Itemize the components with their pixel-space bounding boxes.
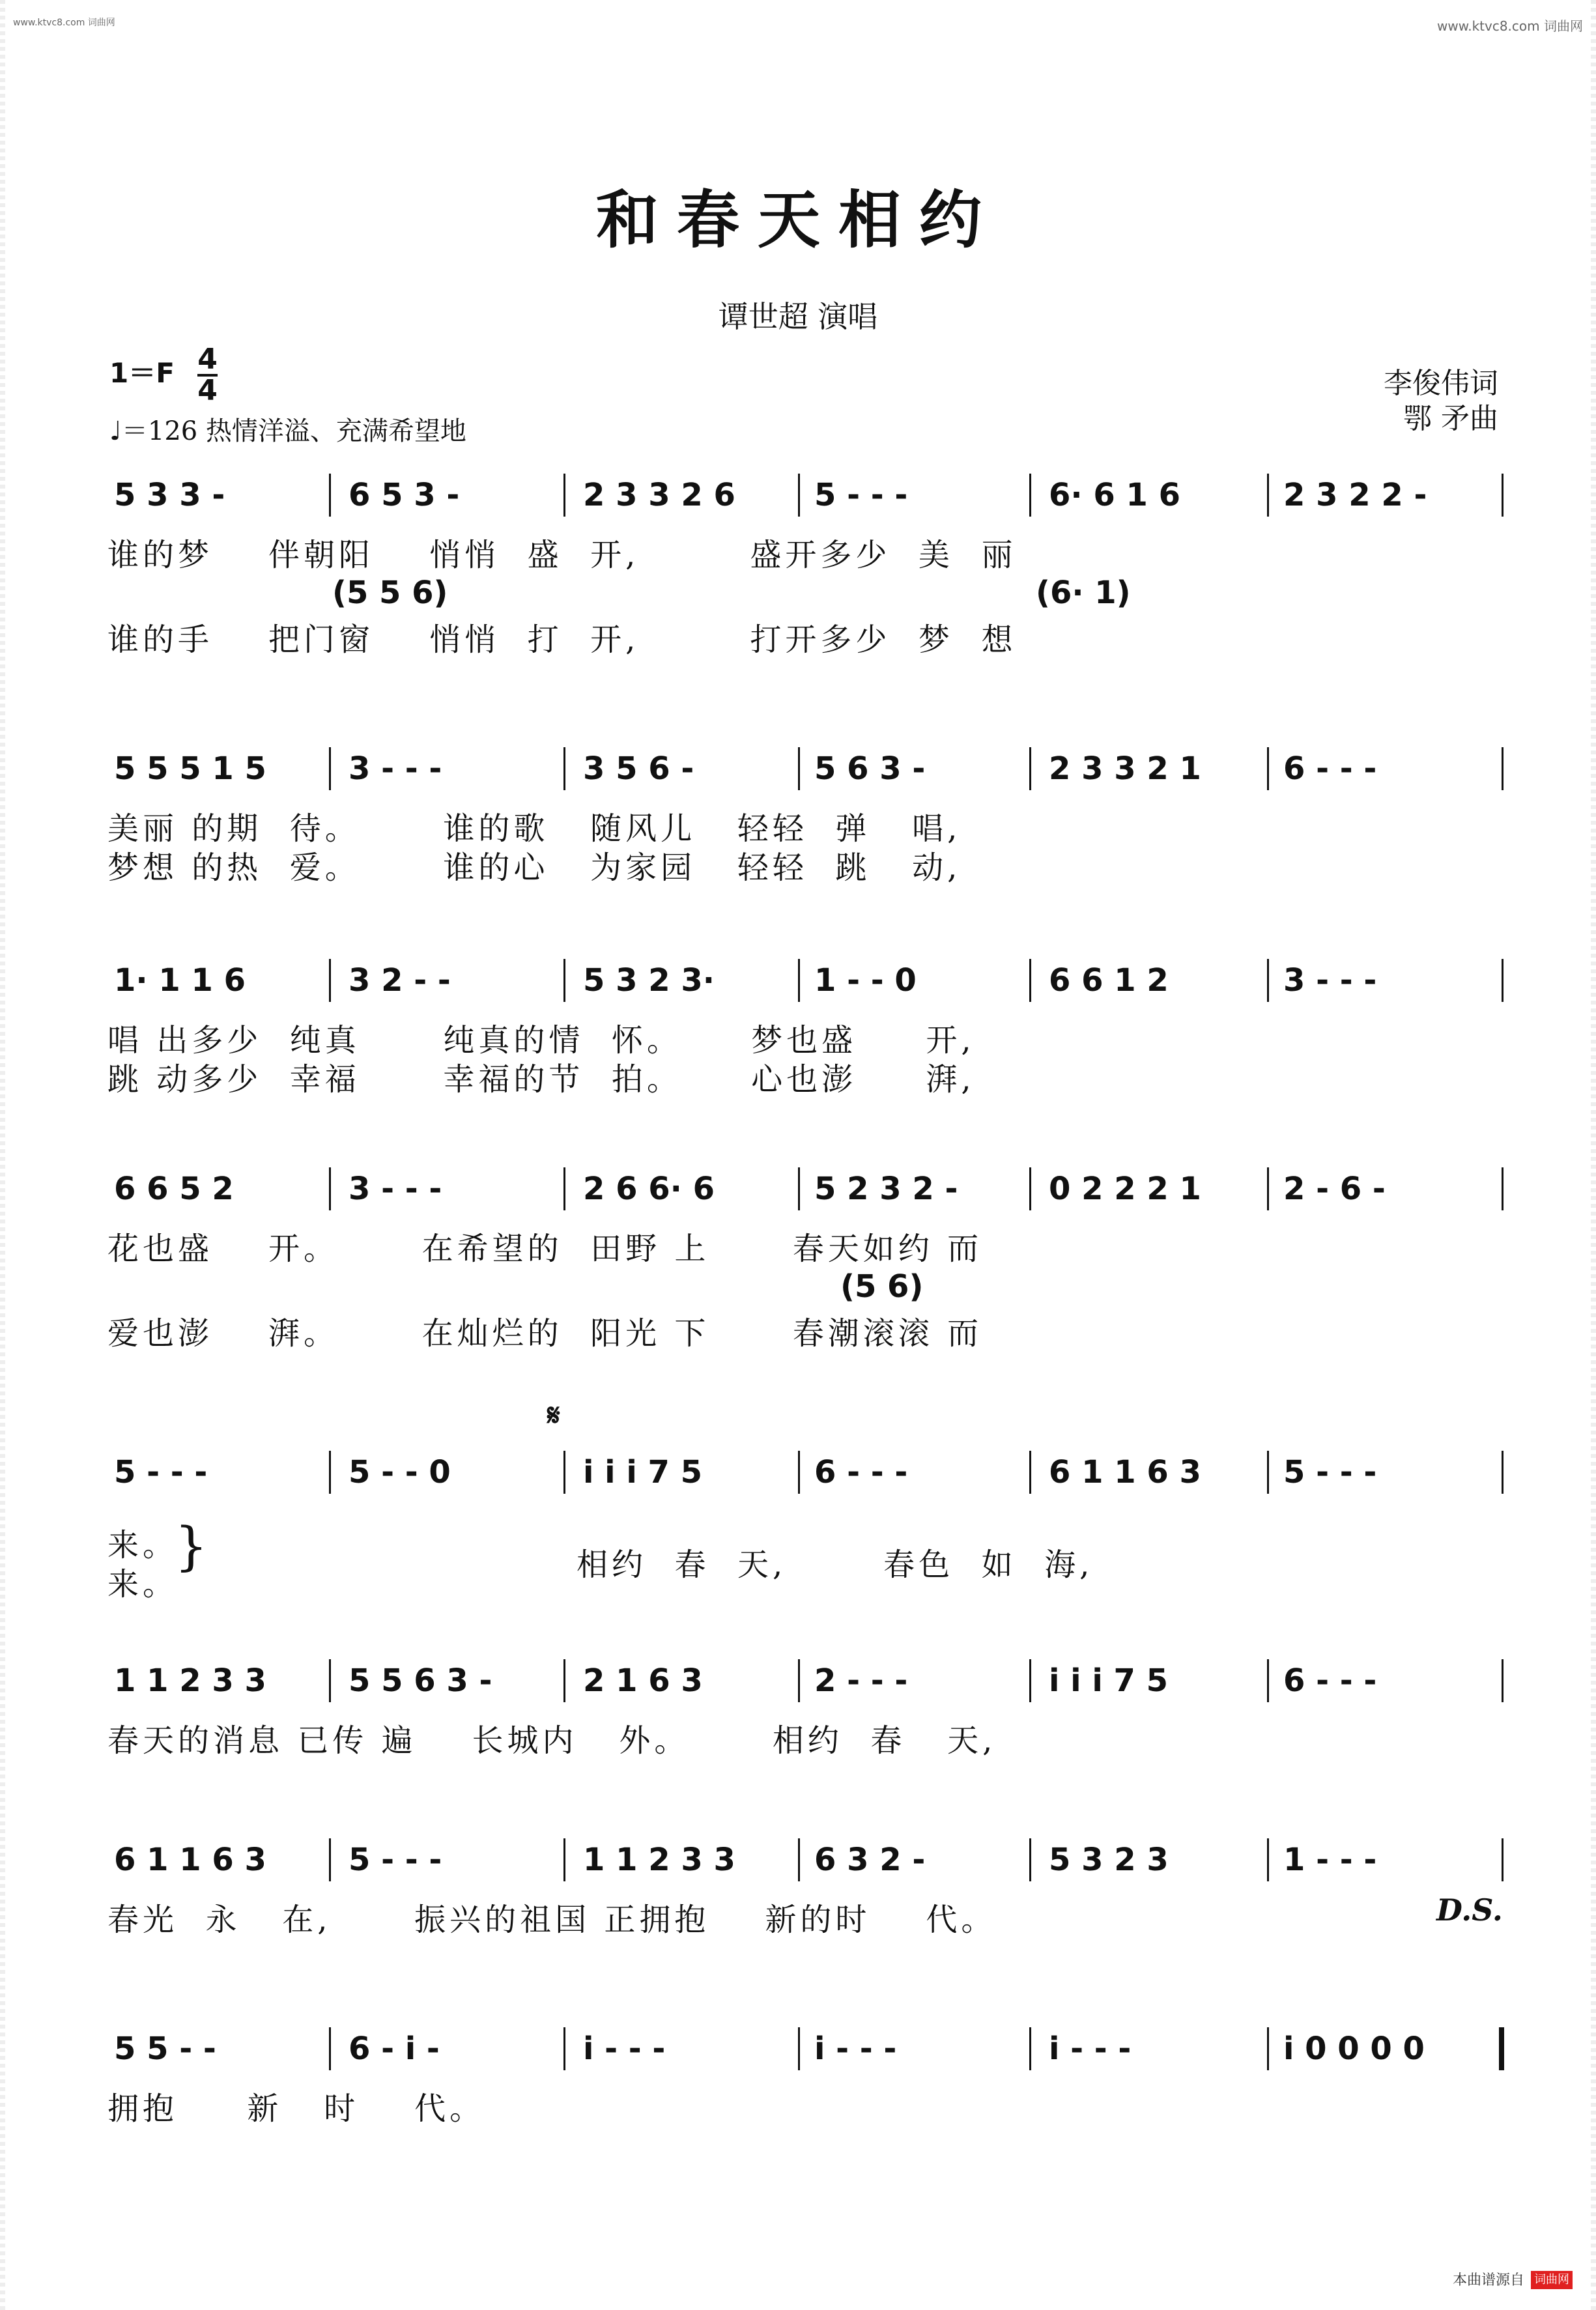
segno-sign: 𝄋 [547,1397,560,1433]
bar-line [1029,474,1031,517]
bar-line [563,1451,565,1494]
bar-line [1502,1659,1503,1702]
measure-notes: 5 - - - [814,477,908,513]
lyric-line: 春天的消息 已传 遍 长城内 外。 相约 春 天, [107,1722,997,1759]
bar-line [798,1167,800,1210]
measure-notes: 5 5 - - [114,2031,216,2067]
bar-line [1502,1451,1503,1494]
measure-notes: 2 1 6 3 [583,1662,703,1699]
measure-notes: 2 3 3 2 6 [583,477,735,513]
measure-notes: 2 - - - [814,1662,908,1699]
time-signature [197,345,218,405]
bar-line [563,959,565,1002]
measure-notes: 5 5 6 3 - [349,1662,492,1699]
measure-notes: 5 3 3 - [114,477,225,513]
lyric-line: 来。 [107,1527,178,1563]
bar-line [1267,1451,1269,1494]
measure-notes: 2 6 6· 6 [583,1171,715,1207]
bar-line [1029,1167,1031,1210]
measure-notes: 6 3 2 - [814,1842,926,1878]
measure-notes: 6 - i - [349,2031,440,2067]
footer-source: 本曲谱源自 [1452,2272,1524,2289]
bar-line [1502,1838,1503,1881]
measure-notes: 2 - 6 - [1283,1171,1386,1207]
variant-notes: (5 5 6) [332,575,448,611]
brace-icon: } [175,1516,212,1576]
measure-notes: 6 - - - [1283,750,1377,787]
bar-line [1267,1167,1269,1210]
measure-notes: 3 5 6 - [583,750,694,787]
bar-line [798,1659,800,1702]
bar-line [563,1167,565,1210]
measure-notes: 5 3 2 3 [1049,1842,1169,1878]
key: 1＝F [109,357,175,389]
bar-line [1499,2027,1504,2070]
bar-line [798,1451,800,1494]
bar-line [1502,474,1503,517]
bar-line [1502,747,1503,790]
composer: 鄂 矛曲 [1403,402,1498,435]
lyric-line: 相约 春 天, 春色 如 海, [577,1547,1094,1583]
measure-notes: i - - - [1049,2031,1132,2067]
lyric-line: 谁的梦 伴朝阳 悄悄 盛 开, 盛开多少 美 丽 [107,537,1017,573]
bar-line [563,474,565,517]
measure-notes: 1 1 2 3 3 [583,1842,735,1878]
variant-notes: (5 6) [840,1268,924,1305]
variant-notes: (6· 1) [1036,575,1131,611]
bar-line [1029,747,1031,790]
measure-notes: 1 - - - [1283,1842,1377,1878]
site-watermark-right: www.ktvc8.com 词曲网 [1436,18,1583,34]
time-sig-bottom: 4 [197,374,218,407]
measure-notes: 5 - - 0 [349,1454,451,1490]
measure-notes: i i i 7 5 [1049,1662,1168,1699]
measure-notes: i - - - [814,2031,897,2067]
measure-notes: 2 3 2 2 - [1283,477,1427,513]
bar-line [1029,1451,1031,1494]
measure-notes: i - - - [583,2031,666,2067]
lyric-line: 来。 [107,1566,178,1603]
lyric-line: 拥抱 新 时 代。 [107,2090,485,2127]
bar-line [1267,1838,1269,1881]
bar-line [798,1838,800,1881]
measure-notes: 2 3 3 2 1 [1049,750,1201,787]
measure-notes: 0 2 2 2 1 [1049,1171,1201,1207]
bar-line [1029,2027,1031,2070]
left-border [0,0,5,2310]
bar-line [798,959,800,1002]
measure-notes: 6 6 1 2 [1049,962,1169,999]
measure-notes: 6 1 1 6 3 [114,1842,266,1878]
bar-line [563,1659,565,1702]
singer: 谭世超 演唱 [718,299,878,334]
measure-notes: 3 - - - [349,750,442,787]
key-signature [109,345,218,405]
tempo: ♩＝126 热情洋溢、充满希望地 [109,416,466,446]
measure-notes: 6 - - - [1283,1662,1377,1699]
bar-line [329,747,331,790]
lyric-line-2: 爱也澎 湃。 在灿烂的 阳光 下 春潮滚滚 而 [107,1315,983,1352]
measure-notes: i i i 7 5 [583,1454,702,1490]
measure-notes: 6 1 1 6 3 [1049,1454,1201,1490]
song-title: 和春天相约 [596,183,1000,257]
lyric-line-2: 谁的手 把门窗 悄悄 打 开, 打开多少 梦 想 [107,621,1017,658]
bar-line [329,959,331,1002]
bar-line [798,2027,800,2070]
bar-line [563,2027,565,2070]
measure-notes: 5 5 5 1 5 [114,750,266,787]
measure-notes: 3 2 - - [349,962,451,999]
bar-line [329,1659,331,1702]
bar-line [1267,2027,1269,2070]
bar-line [1029,959,1031,1002]
measure-notes: i 0 0 0 0 [1283,2031,1425,2067]
measure-notes: 1· 1 1 6 [114,962,246,999]
bar-line [329,1838,331,1881]
bar-line [329,1167,331,1210]
bar-line [1267,959,1269,1002]
measure-notes: 5 - - - [349,1842,442,1878]
measure-notes: 6· 6 1 6 [1049,477,1180,513]
lyric-line: 花也盛 开。 在希望的 田野 上 春天如约 而 [107,1231,983,1267]
measure-notes: 5 - - - [1283,1454,1377,1490]
measure-notes: 1 1 2 3 3 [114,1662,266,1699]
lyricist: 李俊伟词 [1384,367,1498,400]
bar-line [329,2027,331,2070]
measure-notes: 1 - - 0 [814,962,917,999]
measure-notes: 5 3 2 3· [583,962,715,999]
bar-line [329,474,331,517]
bar-line [329,1451,331,1494]
lyric-line-2: 梦想 的热 爱。 谁的心 为家园 轻轻 跳 动, [107,849,962,886]
bar-line [1267,474,1269,517]
measure-notes: 5 - - - [114,1454,208,1490]
lyric-line: 春光 永 在, 振兴的祖国 正拥抱 新的时 代。 [107,1902,997,1938]
measure-notes: 6 - - - [814,1454,908,1490]
right-border [1591,0,1596,2310]
site-watermark-left: www.ktvc8.com 词曲网 [13,18,115,28]
measure-notes: 6 5 3 - [349,477,460,513]
measure-notes: 5 2 3 2 - [814,1171,958,1207]
lyric-line: 唱 出多少 纯真 纯真的情 怀。 梦也盛 开, [107,1022,975,1059]
bar-line [1267,1659,1269,1702]
ds-mark: D.S. [1436,1892,1503,1928]
measure-notes: 3 - - - [349,1171,442,1207]
measure-notes: 6 6 5 2 [114,1171,234,1207]
bar-line [1029,1659,1031,1702]
bar-line [563,747,565,790]
bar-line [1502,1167,1503,1210]
bar-line [563,1838,565,1881]
bar-line [798,747,800,790]
bar-line [1267,747,1269,790]
bar-line [798,474,800,517]
footer-logo: 词曲网 [1531,2271,1573,2289]
lyric-line-2: 跳 动多少 幸福 幸福的节 拍。 心也澎 湃, [107,1061,975,1098]
time-sig-top: 4 [197,343,218,376]
lyric-line: 美丽 的期 待。 谁的歌 随风儿 轻轻 弹 唱, [107,810,962,847]
bar-line [1029,1838,1031,1881]
measure-notes: 3 - - - [1283,962,1377,999]
measure-notes: 5 6 3 - [814,750,926,787]
bar-line [1502,959,1503,1002]
